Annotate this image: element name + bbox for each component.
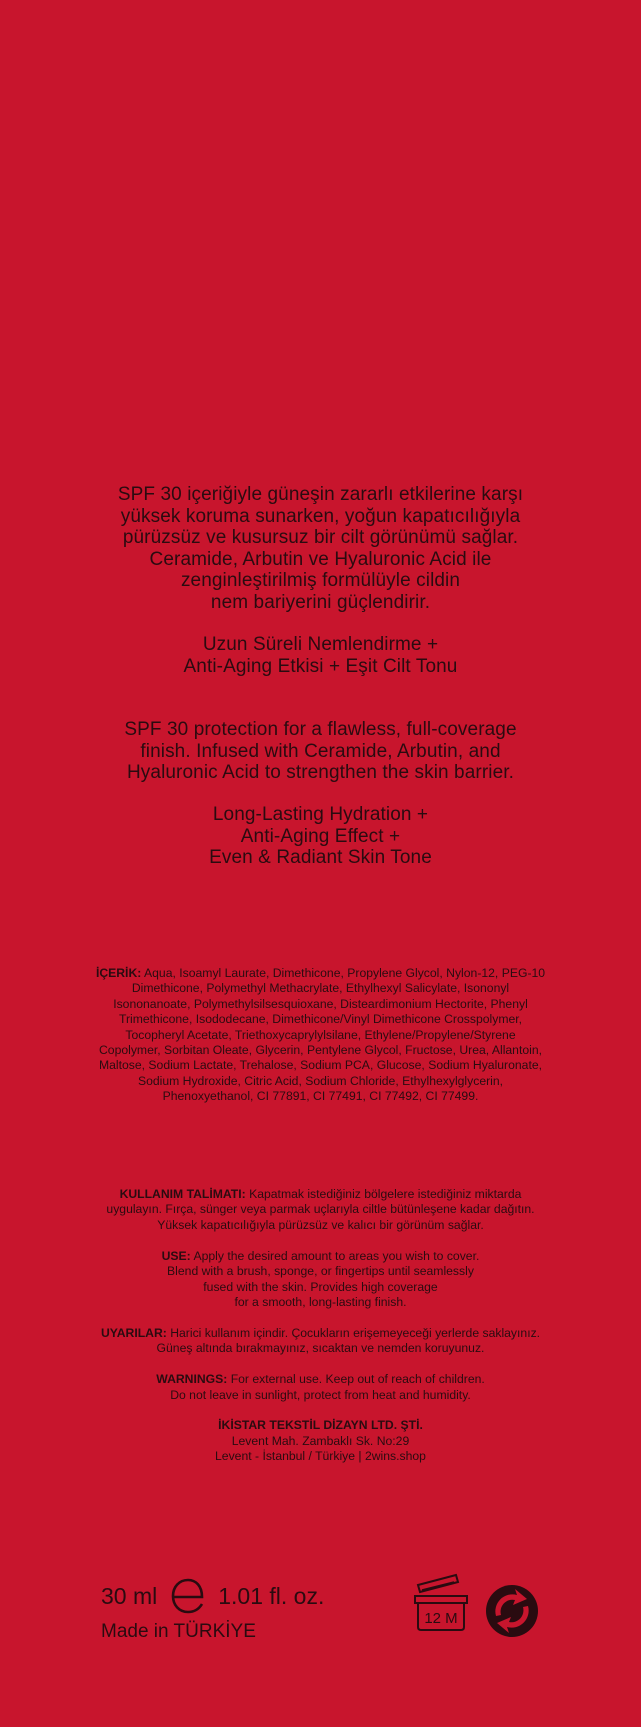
ingredients-line: Phenoxyethanol, CI 77891, CI 77491, CI 77492, CI 77499. [162,1089,479,1104]
pao-label: 12 M [424,1610,458,1627]
warnings-en-label: WARNINGS: [156,1372,228,1387]
volume-ml: 30 ml [101,1582,158,1609]
footer-volume [101,1576,361,1643]
description-en-line: Hyaluronic Acid to strengthen the skin barrier. [126,762,514,783]
made-in: Made in TÜRKİYE [101,1621,256,1642]
usage-tr-label: KULLANIM TALİMATI: [119,1187,246,1201]
ingredients-line: Trimethicone, Isododecane, Dimethicone/Vinyl Dimethicone Crosspolymer, [118,1012,523,1027]
usage-tr-line: Yüksek kapatıcılığıyla pürüzsüz ve kalıcı bir görünüm sağlar. [157,1217,484,1232]
usage-en-label: USE: [161,1248,191,1263]
usage-tr-line: Kapatmak istediğiniz bölgelere istediğiniz miktarda [245,1187,522,1201]
description-en-line: SPF 30 protection for a flawless, full-coverage [124,719,517,740]
e-mark-icon [168,1576,208,1616]
ingredients [0,966,641,1105]
benefits-tr [0,634,641,677]
ingredients-line: Sodium Hydroxide, Citric Acid, Sodium Chloride, Ethylhexylglycerin, [137,1073,504,1088]
usage-en-line: Blend with a brush, sponge, or fingertips until seamlessly [167,1264,474,1279]
ingredients-line: Dimethicone, Polymethyl Methacrylate, Ethylhexyl Salicylate, Isononyl [131,981,510,996]
ingredients-line: Isononanoate, Polymethylsilsesquioxane, Disteardimonium Hectorite, Phenyl [113,996,528,1011]
description-en [0,719,641,784]
benefit-en-line: Anti-Aging Effect + [240,825,401,847]
usage-tr-line: uygulayın. Fırça, sünger veya parmak uçlarıyla ciltle bütünleşene kadar dağıtın. [106,1202,535,1217]
description-tr-line: Ceramide, Arbutin ve Hyaluronic Acid ile [149,548,492,570]
usage-en-line: fused with the skin. Provides high coverage [203,1279,438,1294]
warnings-tr-line: Harici kullanım içindir. Çocukların erişemeyeceği yerlerde saklayınız. [166,1325,541,1340]
volume-oz: 1.01 fl. oz. [218,1582,325,1609]
description-en-line: finish. Infused with Ceramide, Arbutin, and [140,740,501,762]
description-tr-line: yüksek koruma sunarken, yoğun kapatıcılığıyla [120,505,521,527]
warnings-en-line: Do not leave in sunlight, protect from heat and humidity. [170,1387,471,1402]
description-tr [0,484,641,613]
company-address: Levent Mah. Zambaklı Sk. No:29 [231,1433,410,1448]
description-tr-line: nem bariyerini güçlendirir. [210,591,431,613]
instructions [0,1187,641,1465]
warnings-tr-label: UYARILAR: [100,1325,167,1340]
benefit-tr-line: Uzun Süreli Nemlendirme + [202,634,439,655]
ingredients-line: Tocopheryl Acetate, Triethoxycaprylylsilane, Ethylene/Propylene/Styrene [125,1027,516,1042]
description-tr-line: pürüzsüz ve kusursuz bir cilt görünümü sağlar. [122,527,519,548]
benefit-en-line: Long-Lasting Hydration + [212,804,429,825]
ingredients-label: İÇERİK: [95,966,142,980]
usage-en-line: Apply the desired amount to areas you wish to cover. [190,1248,480,1263]
company-city: Levent - İstanbul / Türkiye | 2wins.shop [215,1449,426,1464]
ingredients-line: Maltose, Sodium Lactate, Trehalose, Sodium PCA, Glucose, Sodium Hyaluronate, [98,1058,543,1073]
description-tr-line: zenginleştirilmiş formülüyle cildin [180,570,461,591]
open-jar-icon [410,1573,472,1633]
usage-en-line: for a smooth, long-lasting finish. [234,1294,407,1309]
volume-row [101,1576,361,1616]
ingredients-line: Copolymer, Sorbitan Oleate, Glycerin, Pentylene Glycol, Fructose, Urea, Allantoin, [98,1043,542,1058]
description-tr-line: SPF 30 içeriğiyle güneşin zararlı etkilerine karşı [117,484,524,505]
warnings-en-line: For external use. Keep out of reach of children. [227,1372,485,1387]
company-name: İKİSTAR TEKSTİL DİZAYN LTD. ŞTİ. [218,1418,423,1433]
benefit-tr-line: Anti-Aging Etkisi + Eşit Cilt Tonu [183,655,458,677]
benefit-en-line: Even & Radiant Skin Tone [209,847,432,868]
warnings-tr-line: Güneş altında bırakmayınız, sıcaktan ve nemden koruyunuz. [156,1341,485,1356]
recycle-icon [484,1583,540,1639]
benefits-en [0,804,641,869]
ingredients-line: Aqua, Isoamyl Laurate, Dimethicone, Propylene Glycol, Nylon-12, PEG-10 [141,966,546,980]
